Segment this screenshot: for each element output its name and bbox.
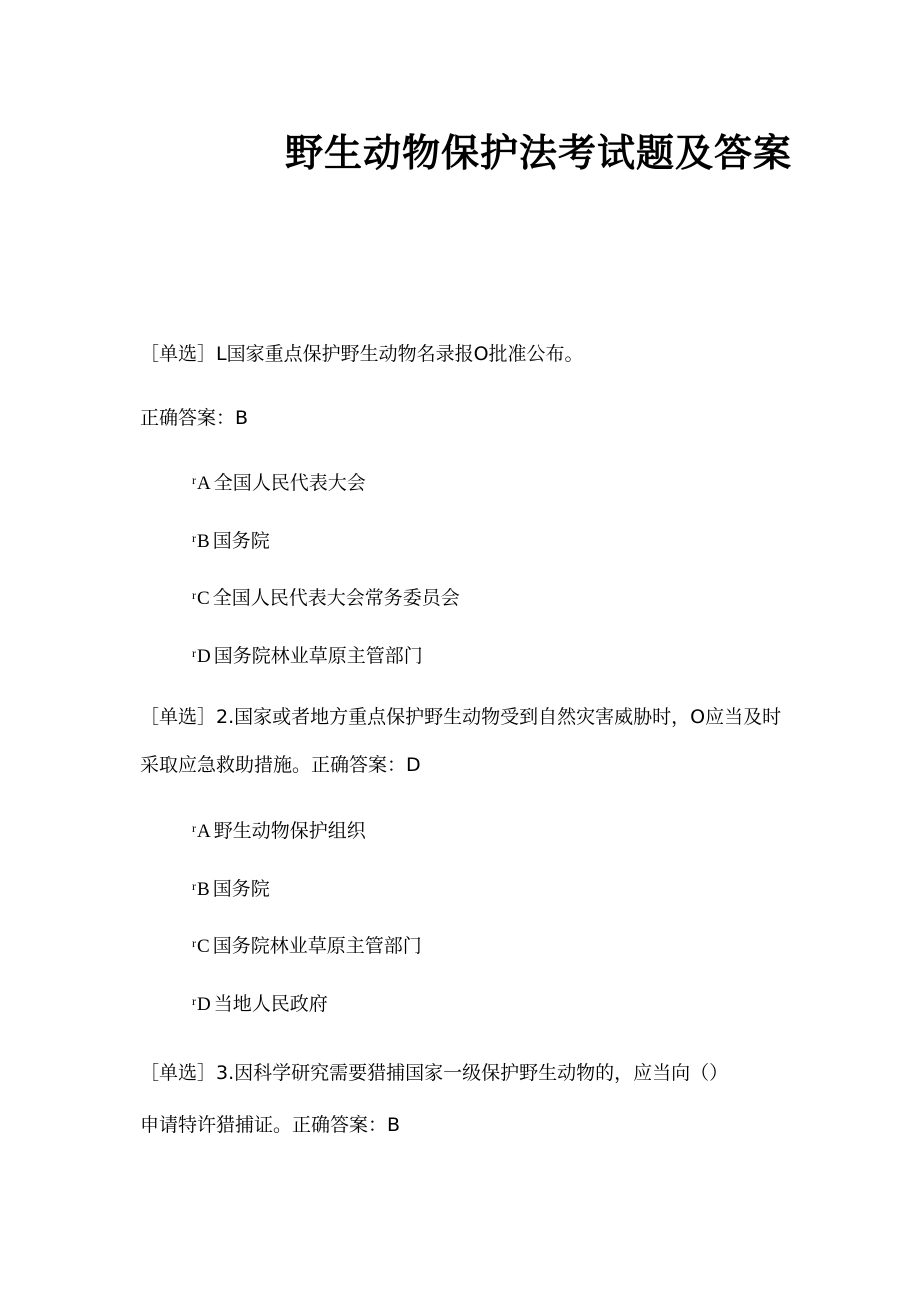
option-letter: C: [197, 936, 210, 957]
question-2-option-c: [192, 930, 422, 960]
question-2-stem-line-2: 采取应急救助措施。正确答案：D: [140, 754, 421, 776]
question-1-option-b: [192, 525, 270, 555]
question-3-stem-line-1: ［单选］3.因科学研究需要猎捕国家一级保护野生动物的，应当向（）: [140, 1062, 729, 1084]
question-1-option-d: [192, 640, 423, 670]
option-letter: D: [197, 994, 211, 1015]
option-text: 国务院林业草原主管部门: [213, 645, 423, 667]
option-letter: C: [197, 588, 210, 609]
option-letter: D: [197, 646, 211, 667]
question-1-option-c: [192, 582, 460, 612]
option-marker: r: [192, 821, 196, 835]
option-marker: r: [192, 531, 196, 545]
option-text: 国务院: [212, 530, 270, 552]
question-1-answer: 正确答案：B: [140, 407, 249, 429]
option-marker: r: [192, 588, 196, 602]
option-marker: r: [192, 879, 196, 893]
option-text: 国务院: [212, 878, 270, 900]
option-marker: r: [192, 646, 196, 660]
option-marker: r: [192, 936, 196, 950]
option-letter: A: [197, 473, 211, 494]
question-2-stem-line-1: ［单选］2.国家或者地方重点保护野生动物受到自然灾害威胁时，O应当及时: [140, 706, 782, 728]
question-3-stem-line-2: 申请特许猎捕证。正确答案：B: [140, 1114, 401, 1136]
option-letter: B: [197, 879, 210, 900]
option-marker: r: [192, 994, 196, 1008]
question-1-stem: ［单选］L国家重点保护野生动物名录报O批准公布。: [140, 343, 584, 365]
option-text: 全国人民代表大会: [213, 472, 366, 494]
question-2-option-b: [192, 873, 270, 903]
option-text: 当地人民政府: [213, 993, 328, 1015]
option-text: 国务院林业草原主管部门: [212, 935, 422, 957]
question-1-option-a: [192, 467, 366, 497]
option-text: 野生动物保护组织: [213, 820, 366, 842]
question-2-option-d: [192, 988, 328, 1018]
document-title: 野生动物保护法考试题及答案: [285, 131, 793, 175]
option-marker: r: [192, 473, 196, 487]
option-letter: B: [197, 531, 210, 552]
option-text: 全国人民代表大会常务委员会: [212, 587, 460, 609]
question-2-option-a: [192, 815, 366, 845]
option-letter: A: [197, 821, 211, 842]
